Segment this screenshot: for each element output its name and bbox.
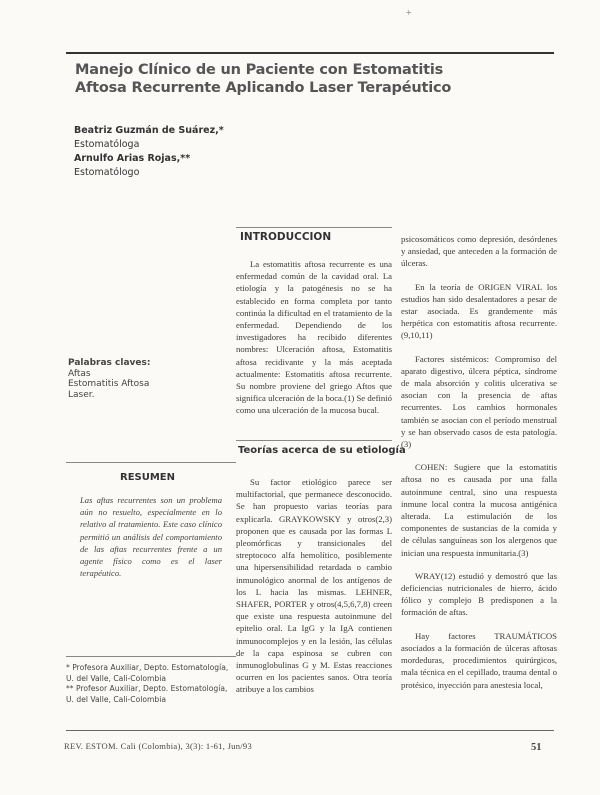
author-2-name: Arnulfo Arias Rojas,** xyxy=(74,153,191,164)
author-block xyxy=(74,124,224,180)
corner-mark: + xyxy=(406,8,412,19)
teorias-paragraph: Su factor etiológico parece ser multifactorial, que permanece desconocido. Se han propuesto varias teorías para explicarla. GRAYKOWSKY y otros(2,3) proponen que es causada por las formas L pleomórficas y transicionales del streptococo alfa hemolítico, posiblemente una hipersensibilidad retardada o cambio inmunológico anormal de los antígenos de los L hacia las mismas. LEHNER, SHAFER, PORTER y otros(4,5,6,7,8) creen que existe una respuesta autoinmune del epitelio oral. La IgG y la IgA contienen inmunocomplejos y en la lesión, las células de la capa espinosa se cubren con inmunoglobulinas G y M. Estas reacciones ocurren en los pacientes sanos. Otra teoría atribuye a los cambios xyxy=(236,477,392,695)
col3-paragraph-3: Factores sistémicos: Compromiso del aparato digestivo, úlcera péptica, síndrome de mala absorción y colitis ulcerativa se asocian con la presencia de aftas recurrentes. Los cambios hormonales también se asocian con el período menstrual y se han observado casos de esta patología.(3) xyxy=(401,353,557,450)
footer-rule xyxy=(66,730,554,731)
column-3 xyxy=(401,233,557,702)
teorias-rule xyxy=(236,440,392,441)
resumen-rule xyxy=(66,462,236,463)
keyword-item: Aftas xyxy=(68,368,91,379)
author-1-role: Estomatóloga xyxy=(74,139,140,150)
intro-body xyxy=(236,258,392,428)
resumen-text: Las aftas recurrentes son un problema aún no resuelto, especialmente en lo relativo al tratamiento. Este caso clínico permitió un análisis del comportamiento de las aftas recurrentes frente a un agente físico como es el laser terapéutico. xyxy=(80,495,222,579)
intro-heading: INTRODUCCION xyxy=(240,231,332,243)
resumen-heading: RESUMEN xyxy=(120,472,176,483)
intro-rule xyxy=(236,227,392,228)
header-rule xyxy=(66,52,554,54)
teorias-heading: Teorías acerca de su etiología xyxy=(238,445,406,456)
col3-paragraph-5: WRAY(12) estudió y demostró que las deficiencias nutricionales de hierro, ácido fólico y complejo B predisponen a la formación de aftas. xyxy=(401,570,557,618)
col3-paragraph-1: psicosomáticos como depresión, desórdenes y ansiedad, que anteceden a la formación de úlceras. xyxy=(401,234,557,269)
col3-paragraph-2: En la teoría de ORIGEN VIRAL los estudios han sido desalentadores a pesar de estar asociada. Es grandemente más herpética con estomatitis aftosa recurrente.(9,10,11) xyxy=(401,281,557,341)
col3-paragraph-4: COHEN: Sugiere que la estomatitis aftosa no es causada por una falla autoinmune central, sino una respuesta inmune local contra la mucosa antigénica alterada. La estimulación de los componentes de sustancias de la comida y de células sanguíneas son los alergenos que inician una respuesta inmunitaria.(3) xyxy=(401,462,557,558)
page-number: 51 xyxy=(531,742,542,753)
intro-paragraph: La estomatitis aftosa recurrente es una enfermedad común de la cavidad oral. La etiología y la patogénesis no se ha establecido en forma completa por tanto continúa la dificultad en el tratamiento de la enfermedad. Dependiendo de los investigadores ha recibido diferentes nombres: Ulceración aftosa, Estomatitis aftosa recidivante y la más aceptada actualmente: Estomatitis aftosa recurrente. Su nombre proviene del griego Aftos que significa ulceración de la boca.(1) Se definió como una ulceración de la mucosa bucal. xyxy=(236,259,392,416)
article-title: Manejo Clínico de un Paciente con Estomatitis Aftosa Recurrente Aplicando Laser Terapéutico xyxy=(75,62,452,96)
keywords-heading: Palabras claves: xyxy=(68,358,151,368)
footnote-2: ** Profesor Auxiliar, Depto. Estomatología, U. del Valle, Cali-Colombia xyxy=(66,684,228,704)
footnote-rule xyxy=(66,656,236,657)
col3-paragraph-6: Hay factores TRAUMÁTICOS asociados a la formación de úlceras aftosas mordeduras, procedimientos quirúrgicos, mala técnica en el cepillado, trauma dental o protésico, inyección para anestesia local, xyxy=(401,630,557,690)
teorias-body xyxy=(236,476,392,707)
journal-footer: REV. ESTOM. Cali (Colombia), 3(3): 1-61, Jun/93 xyxy=(64,741,253,751)
footnotes xyxy=(66,663,236,705)
keyword-item: Estomatitis Aftosa xyxy=(68,379,150,389)
keywords-block xyxy=(68,358,150,400)
keyword-item: Laser. xyxy=(68,389,95,400)
footnote-1: * Profesora Auxiliar, Depto. Estomatología, U. del Valle, Cali-Colombia xyxy=(66,663,229,683)
author-2-role: Estomatólogo xyxy=(74,167,140,178)
author-1-name: Beatriz Guzmán de Suárez,* xyxy=(74,125,224,136)
